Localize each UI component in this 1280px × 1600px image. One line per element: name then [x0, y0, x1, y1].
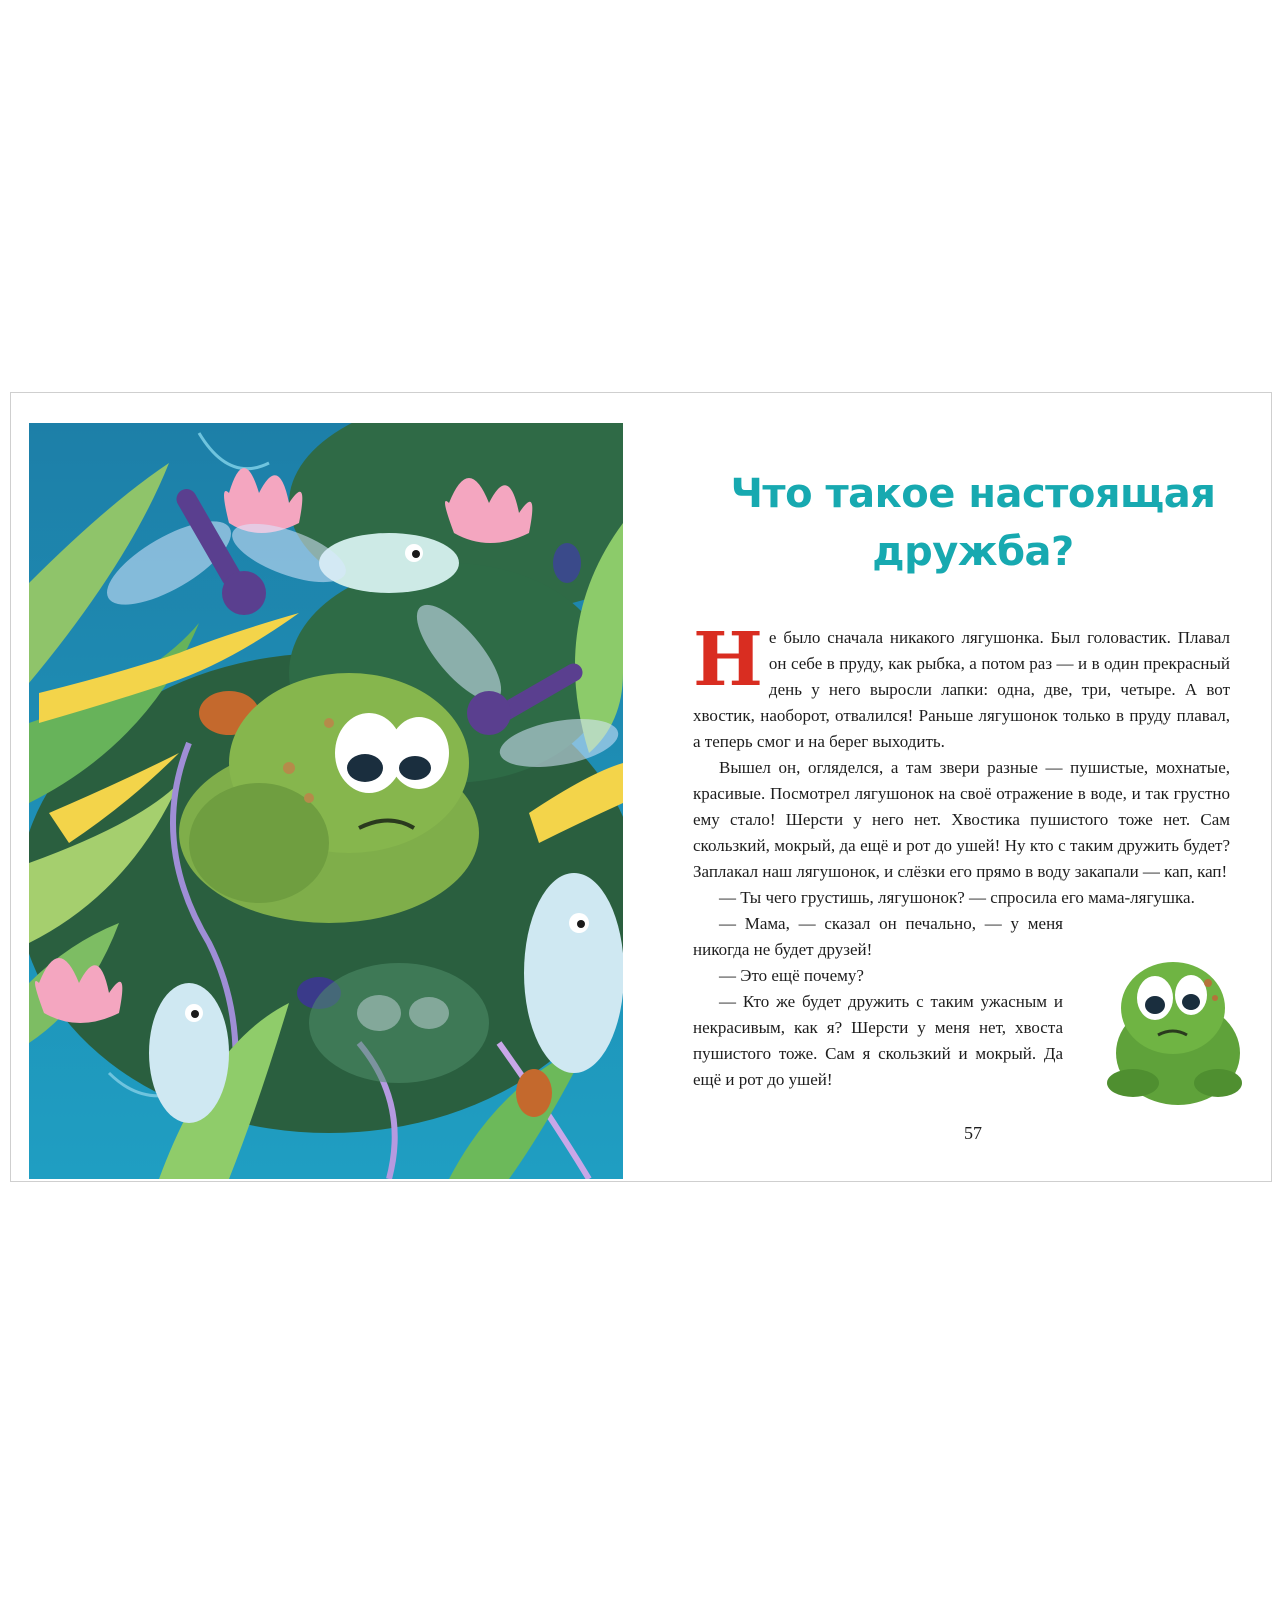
paragraph-1-text: е было сначала никакого лягушонка. Был головастик. Плавал он себе в пруду, как рыбка, а потом раз — и в один прекрасный день у него выросли лапки: одна, две, три, четыре. А вот хвостик, наоборот, отвалился! Раньше лягушонок только в пруду плавал, а теперь смог и на берег выходить.	[693, 628, 1230, 751]
paragraph-3: — Ты чего грустишь, лягушонок? — спросила его мама-лягушка.	[719, 888, 1195, 907]
beetle	[516, 1069, 552, 1117]
book-spread	[10, 392, 1272, 1182]
fish	[524, 873, 623, 1073]
small-frog-art	[1103, 943, 1243, 1113]
drop-cap: Н	[693, 617, 763, 703]
paragraph-2: Вышел он, огляделся, а там звери разные — пушистые, мохнатые, красивые. Посмотрел лягушонок на своё отражение в воде, и так грустно ему стало! Шерсти у него нет. Хвостика пушистого тоже нет. Сам скользкий, мокрый, да ещё и рот до ушей! Ну кто с таким дружить будет? Заплакал наш лягушонок, и слёзки его прямо в воду закапали — кап, кап!	[693, 758, 1230, 881]
paragraph-6: — Кто же будет дружить с таким ужасным и некрасивым, как я? Шерсти у меня нет, хвоста пушистого тоже. Сам я скользкий и мокрый. Да ещё и рот до ушей!	[693, 992, 1063, 1089]
beetle	[553, 543, 581, 583]
page-number: 57	[964, 1123, 982, 1143]
small-frog-illustration	[1103, 943, 1243, 1113]
pond-illustration-art	[29, 423, 623, 1179]
chapter-title-line1: Что такое настоящая	[730, 471, 1216, 517]
paragraph-4: — Мама, — сказал он печально, — у меня никогда не будет друзей!	[693, 914, 1063, 959]
pond-illustration	[29, 423, 623, 1179]
paragraph-5: — Это ещё почему?	[719, 966, 864, 985]
frog-reflection	[309, 963, 489, 1083]
text-page	[693, 393, 1253, 1183]
chapter-title-line2: дружба?	[872, 529, 1074, 575]
paragraph-1	[693, 617, 1230, 755]
chapter-title	[693, 465, 1253, 581]
fish	[149, 983, 229, 1123]
